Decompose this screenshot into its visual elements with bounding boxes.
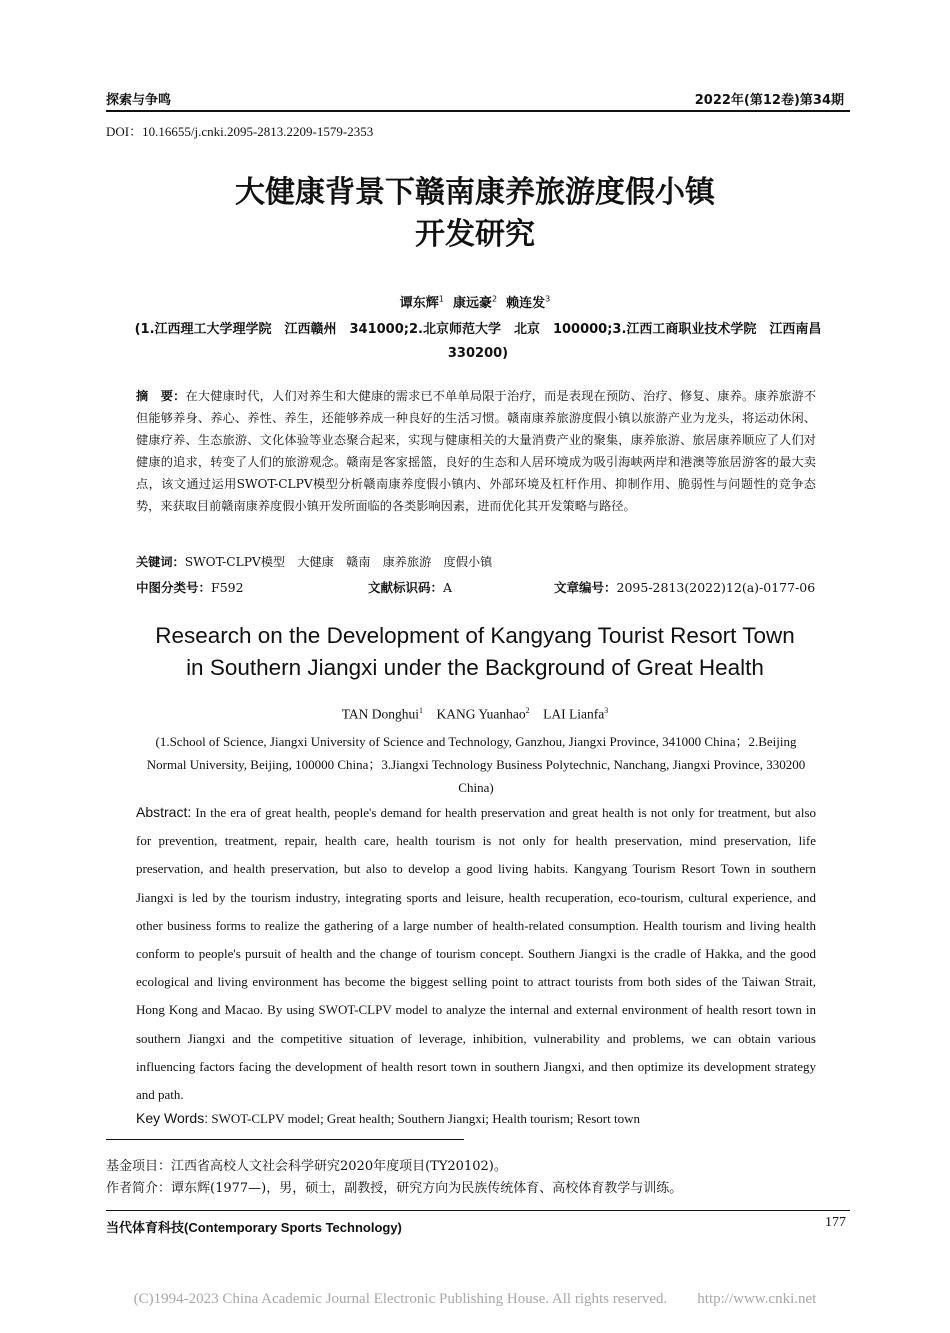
article-number	[554, 578, 815, 596]
abstract-chinese	[136, 385, 816, 517]
document-code	[368, 578, 452, 596]
keywords-english	[136, 1110, 640, 1127]
title-chinese-line-2: 开发研究	[415, 217, 535, 252]
abstract-chinese-label: 摘 要：	[136, 389, 186, 403]
footer-journal-name: 当代体育科技(Contemporary Sports Technology)	[106, 1220, 402, 1235]
document-code-label: 文献标识码：	[368, 580, 444, 595]
abstract-english-text: In the era of great health, people's demand for health preservation and great health is not only for treatment, but also for prevention, treatment, repair, health care, health tourism is not only for health preservation, mind preservation, life preservation, and health preservation, but also to develop a good living habits. Kangyang Tourism Resort Town in southern Jiangxi is led by the tourism industry, integrating sports and leisure, health recuperation, eco-tourism, cultural experience, and other business forms to realize the gathering of a large number of health-related consumption. Health tourism and living health conform to people's pursuit of health and the change of tourism concept. Southern Jiangxi is the cradle of Hakka, and the good ecological and living environment has become the biggest selling point to attract tourists from both sides of the Taiwan Strait, Hong Kong and Macao. By using SWOT-CLPV model to analyze the internal and external environment of health resort town in southern Jiangxi and the competitive situation of leverage, inhibition, vulnerability and problems, we can obtain various influencing factors facing the development of health resort town in southern Jiangxi, and then optimize its development strategy and path.	[136, 805, 817, 1103]
author-affiliation-mark: 2	[525, 706, 530, 715]
author-bio-note: 作者简介：谭东辉(1977—)，男，硕士，副教授，研究方向为民族传统体育、高校体育教学与训练。	[106, 1181, 683, 1196]
abstract-chinese-text: 在大健康时代，人们对养生和大健康的需求已不单单局限于治疗，而是表现在预防、治疗、修复、康养。康养旅游不但能够养身、养心、养性、养生，还能够养成一种良好的生活习惯。赣南康养旅游度假小镇以旅游产业为龙头，将运动休闲、健康疗养、生态旅游、文化体验等业态聚合起来，实现与健康相关的大量消费产业的聚集，康养旅游、旅居康养顺应了人们对健康的追求，转变了人们的旅游观念。赣南是客家摇篮，良好的生态和人居环境成为吸引海峡两岸和港澳等旅居游客的最大卖点，该文通过运用SWOT-CLPV模型分析赣南康养度假小镇内、外部环境及杠杆作用、抑制作用、脆弱性与问题性的竞争态势，来获取目前赣南康养度假小镇开发所面临的各类影响因素，进而优化其开发策略与路径。	[136, 389, 817, 513]
title-english-line-2: in Southern Jiangxi under the Background of Great Health	[186, 655, 764, 680]
author-affiliation-mark: 3	[545, 294, 551, 304]
abstract-english-label: Abstract:	[136, 804, 192, 820]
title-english	[0, 620, 950, 684]
clc-number	[136, 578, 244, 596]
keywords-chinese-label: 关键词：	[136, 555, 185, 569]
affiliation-english: (1.School of Science, Jiangxi University of Science and Technology, Ganzhou, Jiangxi Province, 341000 China；2.Beijing Normal University, Beijing, 100000 China；3.Jiangxi Technology Business Polytechnic, Nanchang, Jiangxi Province, 330200 China)	[146, 734, 806, 795]
author-name: 谭东辉	[399, 296, 439, 311]
author-name: TAN Donghui	[341, 706, 420, 722]
author-name: LAI Lianfa	[543, 706, 605, 722]
author-name: KANG Yuanhao	[436, 706, 526, 722]
abstract-english	[136, 798, 816, 1109]
footnote-divider	[106, 1139, 464, 1140]
funding-note: 基金项目：江西省高校人文社会科学研究2020年度项目(TY20102)。	[106, 1159, 507, 1174]
article-number-label: 文章编号：	[554, 580, 617, 595]
doi[interactable]: DOI：10.16655/j.cnki.2095-2813.2209-1579-2353	[106, 124, 374, 139]
copyright-watermark: (C)1994-2023 China Academic Journal Electronic Publishing House. All rights reserved. http://www.cnki.net	[133, 1291, 817, 1307]
article-number-value: 2095-2813(2022)12(a)-0177-06	[616, 580, 816, 595]
keywords-english-text: SWOT-CLPV model; Great health; Southern Jiangxi; Health tourism; Resort town	[211, 1111, 640, 1126]
affiliation-chinese: (1.江西理工大学理学院 江西赣州 341000;2.北京师范大学 北京 100000;3.江西工商职业技术学院 江西南昌 330200)	[134, 322, 835, 361]
document-code-value: A	[443, 580, 453, 595]
clc-value: F592	[211, 580, 244, 595]
title-chinese	[0, 172, 950, 256]
keywords-chinese	[136, 553, 492, 570]
author-affiliation-mark: 1	[419, 706, 424, 715]
keywords-chinese-text: SWOT-CLPV模型 大健康 赣南 康养旅游 度假小镇	[184, 555, 493, 569]
page-number: 177	[825, 1215, 846, 1230]
title-chinese-line-1: 大健康背景下赣南康养旅游度假小镇	[235, 175, 715, 210]
footer-rule	[106, 1210, 850, 1211]
journal-section-name: 探索与争鸣	[106, 93, 172, 108]
header-rule	[106, 110, 850, 112]
authors-english	[0, 706, 950, 723]
footnotes	[106, 1156, 682, 1200]
clc-label: 中图分类号：	[136, 580, 212, 595]
title-english-line-1: Research on the Development of Kangyang Tourist Resort Town	[155, 623, 795, 648]
author-affiliation-mark: 3	[604, 706, 609, 715]
author-affiliation-mark: 2	[491, 294, 498, 304]
issue-info: 2022年(第12卷)第34期	[694, 93, 844, 108]
author-name: 康远豪	[452, 296, 492, 311]
keywords-english-label: Key Words:	[136, 1110, 209, 1126]
authors-chinese	[0, 292, 950, 311]
author-name: 赖连发	[506, 296, 546, 311]
author-affiliation-mark: 1	[438, 294, 444, 304]
